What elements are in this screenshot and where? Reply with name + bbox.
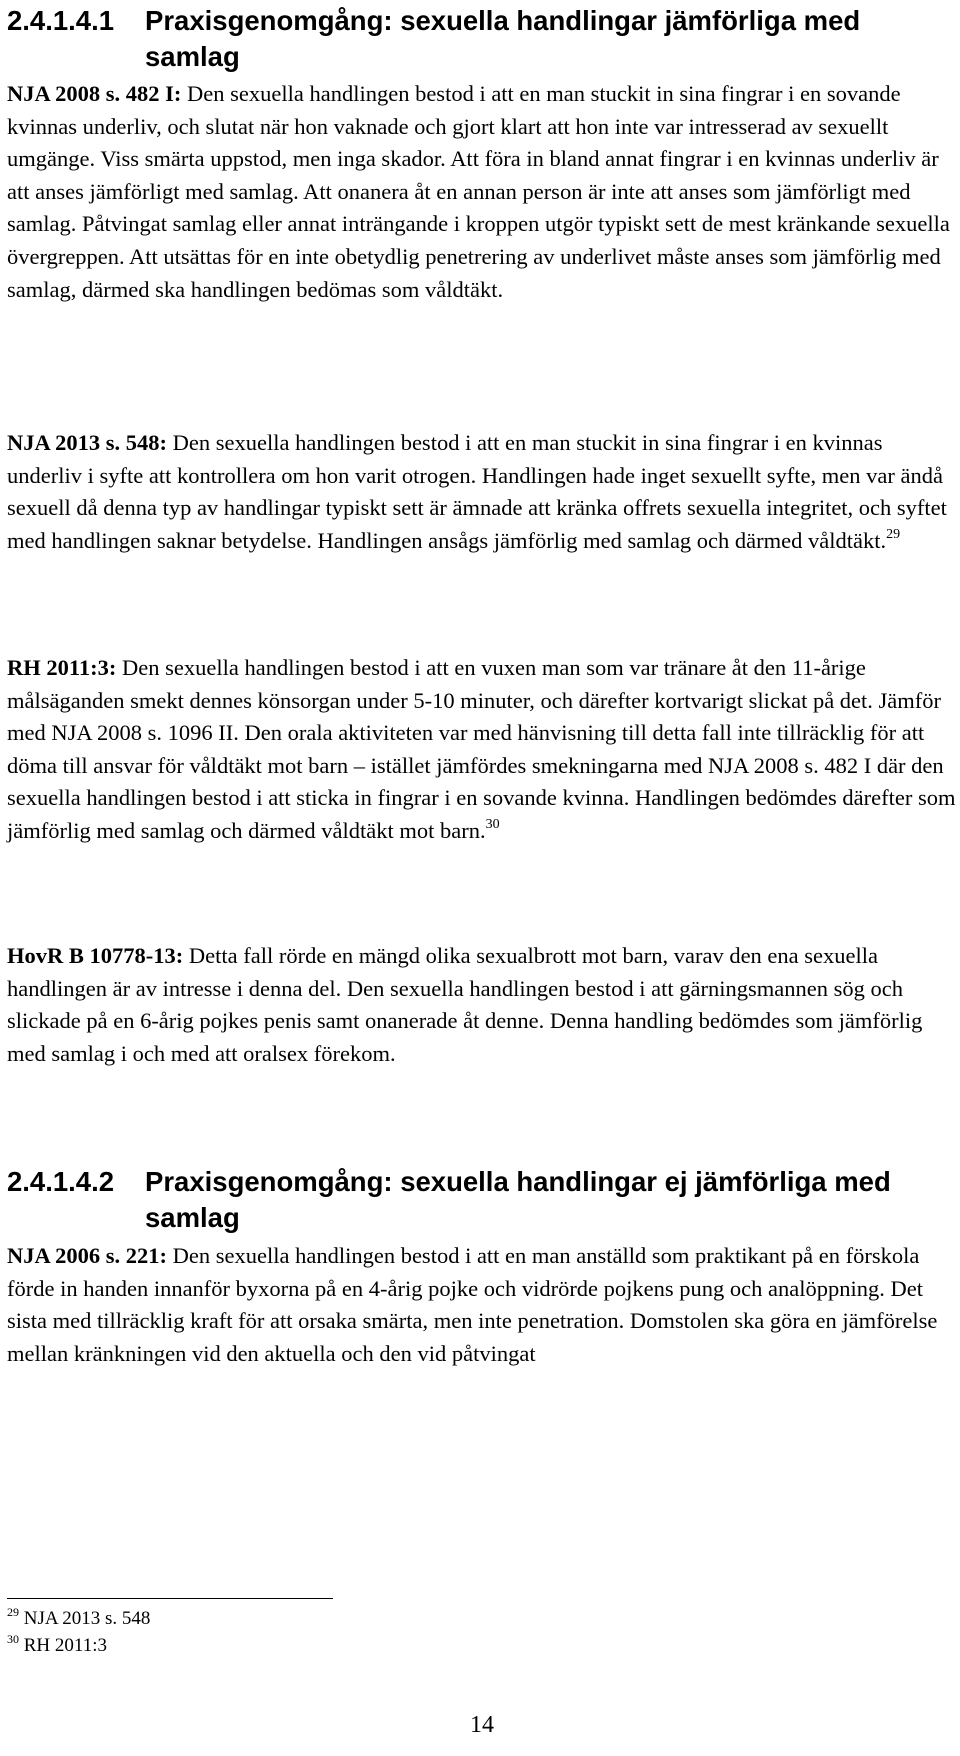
section-number: 2.4.1.4.2: [7, 1166, 115, 1197]
case-reference: RH 2011:3:: [7, 655, 117, 680]
case-reference: HovR B 10778-13:: [7, 943, 184, 968]
page-number: 14: [470, 1712, 494, 1738]
case-text: Den sexuella handlingen bestod i att en vuxen man som var tränare åt den 11-årige målsäganden smekt dennes könsorgan under 5-10 minuter, och därefter kortvarigt slickat på det. Jämför med NJA 2008 s. 1096 II. Den orala aktiviteten var med hänvisning till detta fall inte tillräcklig för att döma till ansvar för våldtäkt mot barn – istället jämfördes smekningarna med NJA 2008 s. 482 I där den sexuella handlingen bestod i att sticka in fingrar i en sovande kvinna. Handlingen bedömdes därefter som jämförlig med samlag och därmed våldtäkt mot barn.: [7, 655, 956, 843]
case-text: Detta fall rörde en mängd olika sexualbrott mot barn, varav den ena sexuella handlingen är av intresse i denna del. Den sexuella handlingen bestod i att gärningsmannen sög och slickade på en 6-årig pojkes penis samt onanerade åt denne. Denna handling bedömdes som jämförlig med samlag i och med att oralsex förekom.: [7, 943, 923, 1066]
case-reference: NJA 2013 s. 548:: [7, 430, 168, 455]
footnote-number: 30: [7, 1632, 19, 1646]
footnote-number: 29: [7, 1605, 19, 1619]
footnote-text: RH 2011:3: [19, 1635, 107, 1656]
footnote-30: [7, 1633, 107, 1659]
section-number: 2.4.1.4.1: [7, 5, 115, 36]
footnote-divider: [7, 1598, 333, 1599]
footnote-29: [7, 1606, 150, 1632]
case-text: Den sexuella handlingen bestod i att en man stuckit in sina fingrar i en sovande kvinnas underliv, och slutat när hon vaknade och gjort klart att hon inte var intresserad av sexuellt umgänge. Viss smärta uppstod, men inga skador. Att föra in bland annat fingrar i en kvinnas underliv är att anses jämförligt med samlag. Att onanera åt en annan person är inte att anses som jämförligt med samlag. Påtvingat samlag eller annat inträngande i kroppen utgör typiskt sett de mest kränkande sexuella övergreppen. Att utsättas för en inte obetydlig penetrering av underlivet måste anses som jämförlig med samlag, därmed ska handlingen bedömas som våldtäkt.: [7, 81, 950, 302]
case-paragraph-hovr: [7, 940, 957, 1070]
case-paragraph-nja-2013: [7, 427, 957, 557]
case-paragraph-nja-2006: [7, 1240, 957, 1370]
section-title: Praxisgenomgång: sexuella handlingar jämförliga med samlag: [145, 5, 861, 72]
case-reference: NJA 2006 s. 221:: [7, 1243, 168, 1268]
footnote-reference[interactable]: 29: [886, 526, 901, 542]
case-reference: NJA 2008 s. 482 I:: [7, 81, 182, 106]
case-text: Den sexuella handlingen bestod i att en man stuckit in sina fingrar i en kvinnas underliv i syfte att kontrollera om hon varit otrogen. Handlingen hade inget sexuellt syfte, men var ändå sexuell då denna typ av handlingar typiskt sett är ämnade att kränka offrets sexuella integritet, och syftet med handlingen saknar betydelse. Handlingen ansågs jämförlig med samlag och därmed våldtäkt.: [7, 430, 947, 553]
footnote-reference[interactable]: 30: [485, 816, 500, 832]
case-paragraph-nja-2008: [7, 78, 957, 306]
section-title: Praxisgenomgång: sexuella handlingar ej jämförliga med samlag: [145, 1166, 891, 1233]
case-text: Den sexuella handlingen bestod i att en man anställd som praktikant på en förskola förde in handen innanför byxorna på en 4-årig pojke och vidrörde pojkens pung och analöppning. Det sista med tillräcklig kraft för att orsaka smärta, men inte penetration. Domstolen ska göra en jämförelse mellan kränkningen vid den aktuella och den vid påtvingat: [7, 1243, 938, 1366]
case-paragraph-rh-2011: [7, 652, 957, 848]
footnote-text: NJA 2013 s. 548: [19, 1608, 151, 1629]
